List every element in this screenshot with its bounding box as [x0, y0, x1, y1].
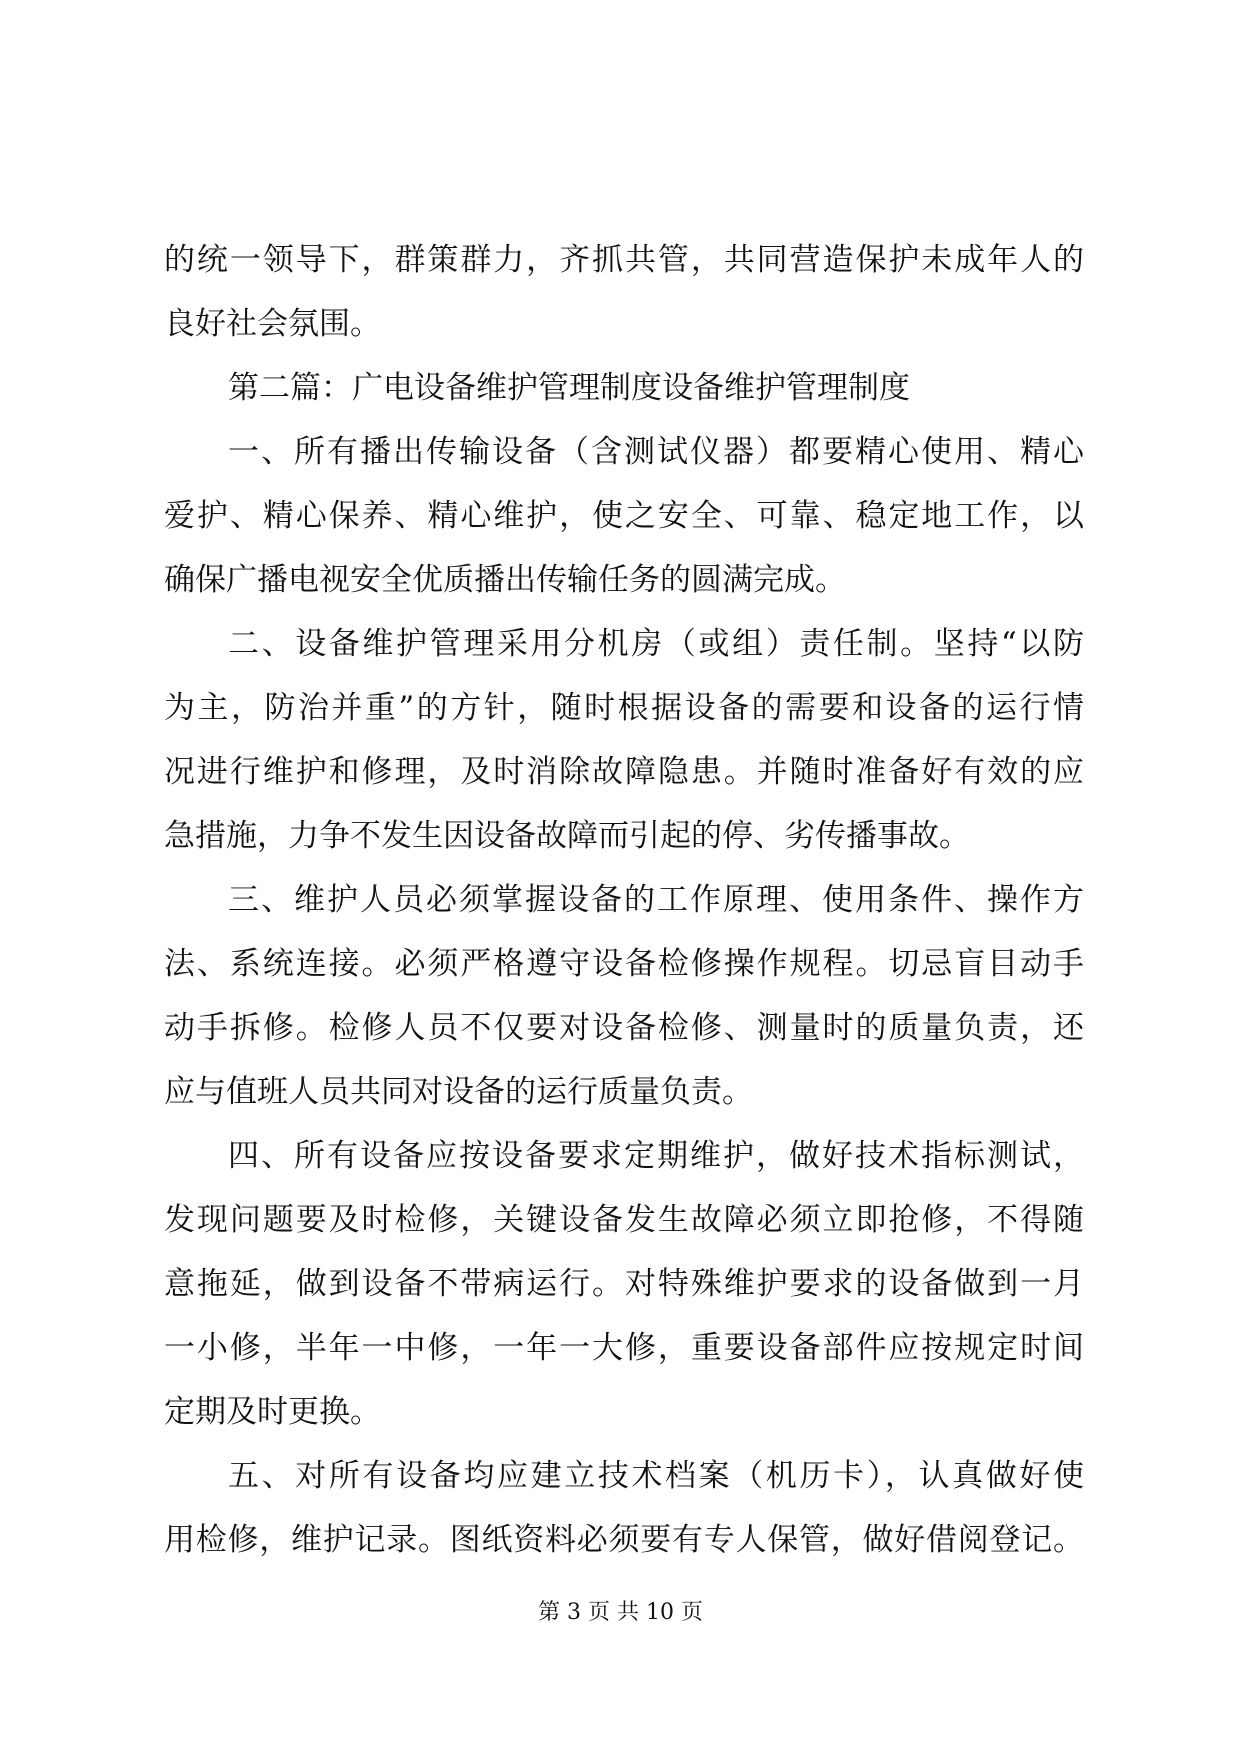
- text-line: 用检修，维护记录。图纸资料必须要有专人保管，做好借阅登记。: [164, 1522, 1084, 1558]
- body-text: [164, 228, 1084, 1572]
- text-line: 的统一领导下，群策群力，齐抓共管，共同营造保护未成年人的: [164, 242, 1084, 278]
- text-line: 法、系统连接。必须严格遵守设备检修操作规程。切忌盲目动手: [164, 946, 1084, 982]
- text-line: 急措施，力争不发生因设备故障而引起的停、劣传播事故。: [164, 818, 970, 854]
- text-line: 为主，防治并重”的方针，随时根据设备的需要和设备的运行情: [164, 690, 1084, 726]
- text-line: 意拖延，做到设备不带病运行。对特殊维护要求的设备做到一月: [164, 1266, 1084, 1302]
- text-line: 三、维护人员必须掌握设备的工作原理、使用条件、操作方: [228, 882, 1084, 918]
- text-line: 应与值班人员共同对设备的运行质量负责。: [164, 1074, 753, 1110]
- text-line: 况进行维护和修理，及时消除故障隐患。并随时准备好有效的应: [164, 754, 1084, 790]
- page-footer: 第 3 页 共 10 页: [538, 1600, 703, 1625]
- text-line: 五、对所有设备均应建立技术档案（机历卡），认真做好使: [228, 1458, 1084, 1494]
- text-line: 四、所有设备应按设备要求定期维护，做好技术指标测试，: [228, 1138, 1084, 1174]
- text-line: 动手拆修。检修人员不仅要对设备检修、测量时的质量负责，还: [164, 1010, 1084, 1046]
- text-line: 定期及时更换。: [164, 1394, 381, 1430]
- text-line: 确保广播电视安全优质播出传输任务的圆满完成。: [164, 562, 846, 598]
- text-line: 第二篇：广电设备维护管理制度设备维护管理制度: [228, 370, 910, 406]
- text-line: 一、所有播出传输设备（含测试仪器）都要精心使用、精心: [228, 434, 1084, 470]
- text-line: 二、设备维护管理采用分机房（或组）责任制。坚持“以防: [228, 626, 1084, 662]
- text-line: 一小修，半年一中修，一年一大修，重要设备部件应按规定时间: [164, 1330, 1084, 1366]
- text-line: 发现问题要及时检修，关键设备发生故障必须立即抢修，不得随: [164, 1202, 1084, 1238]
- text-line: 爱护、精心保养、精心维护，使之安全、可靠、稳定地工作，以: [164, 498, 1084, 534]
- text-line: 良好社会氛围。: [164, 306, 381, 342]
